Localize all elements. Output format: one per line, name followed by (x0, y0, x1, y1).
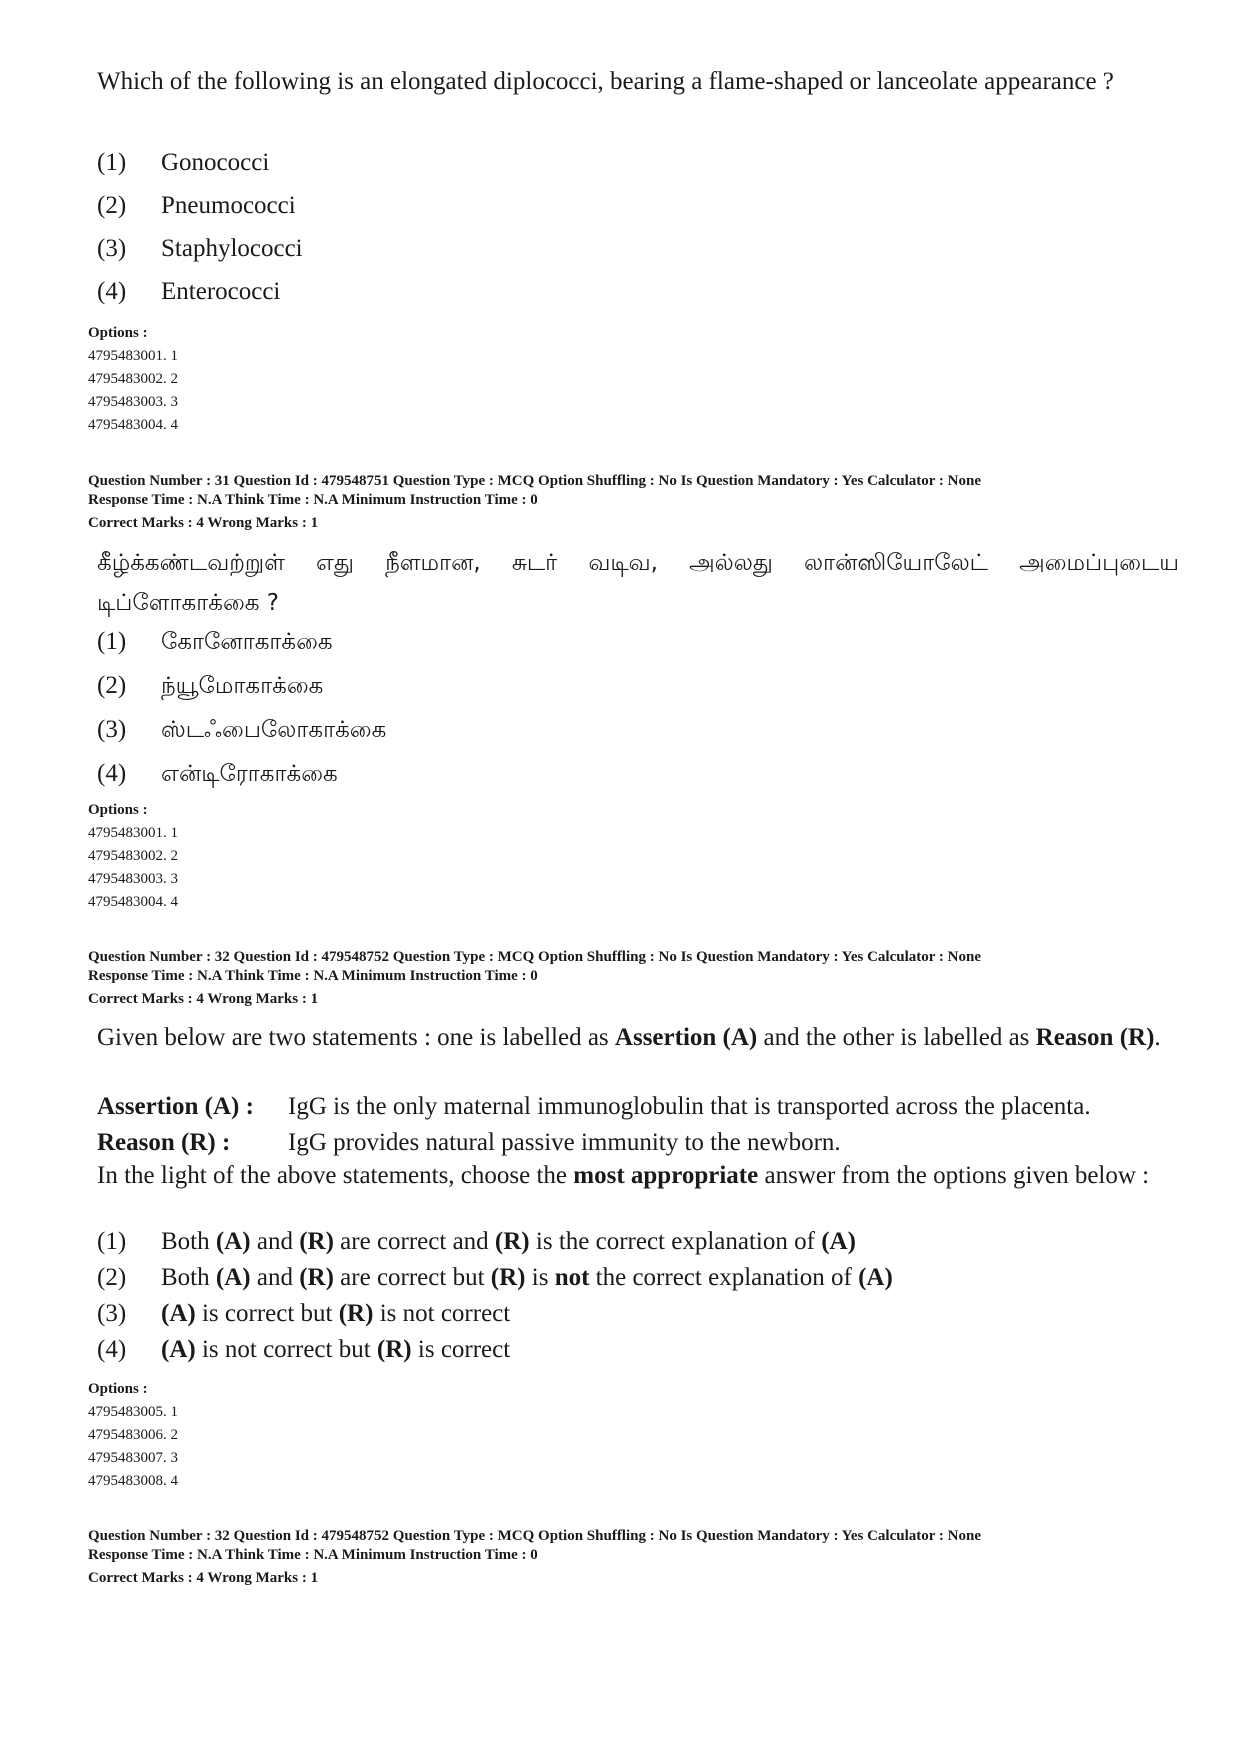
reason-text: IgG provides natural passive immunity to the newborn. (288, 1129, 841, 1156)
meta-line: Response Time : N.A Think Time : N.A Minimum Instruction Time : 0 (88, 492, 538, 508)
meta-line: Correct Marks : 4 Wrong Marks : 1 (88, 515, 319, 531)
options-label: Options : (88, 1381, 148, 1397)
answer-option-1 (97, 143, 269, 183)
option-text: Gonococci (161, 149, 270, 176)
reason-row (97, 1125, 841, 1161)
options-id-list (88, 799, 178, 914)
option-id: 4795483002. 2 (88, 848, 178, 864)
meta-line: Response Time : N.A Think Time : N.A Minimum Instruction Time : 0 (88, 968, 538, 984)
option-id: 4795483001. 1 (88, 825, 178, 841)
meta-line: Response Time : N.A Think Time : N.A Minimum Instruction Time : 0 (88, 1547, 538, 1563)
answer-option-3 (97, 229, 303, 269)
option-number: (4) (97, 760, 127, 787)
option-id: 4795483004. 4 (88, 417, 178, 433)
option-id: 4795483003. 3 (88, 394, 178, 410)
answer-option-3: (3) (A) is correct but (R) is not correct (97, 1300, 511, 1327)
option-id: 4795483008. 4 (88, 1473, 178, 1489)
answer-option-2 (97, 666, 323, 706)
option-number: (3) (97, 235, 127, 262)
option-id: 4795483005. 1 (88, 1404, 178, 1420)
question-intro: Given below are two statements : one is labelled as Assertion (A) and the other is labelled as Reason (R). (97, 1024, 1161, 1051)
option-id: 4795483001. 1 (88, 348, 178, 364)
option-number: (1) (97, 149, 127, 176)
answer-option-1 (97, 622, 333, 662)
option-id: 4795483007. 3 (88, 1450, 178, 1466)
options-id-list (88, 322, 178, 437)
question-text-tamil: கீழ்க்கண்டவற்றுள் எது நீளமான, சுடர் வடிவ, அல்லது லான்ஸியோலேட் அமைப்புடைய டிப்ளோகாக்கை ? (97, 550, 1179, 616)
question-meta (88, 472, 1188, 533)
meta-line: Question Number : 31 Question Id : 479548751 Question Type : MCQ Option Shuffling : No Is Question Mandatory : Yes Calculator : None (88, 473, 981, 489)
option-id: 4795483006. 2 (88, 1427, 178, 1443)
answer-option-2: (2) Both (A) and (R) are correct but (R) is not the correct explanation of (A) (97, 1264, 893, 1291)
answer-option-3 (97, 710, 386, 750)
option-number: (4) (97, 278, 127, 305)
answer-option-4 (97, 272, 280, 312)
assertion-row (97, 1089, 1091, 1125)
option-text: ஸ்டஃபைலோகாக்கை (161, 717, 387, 743)
question-instruction: In the light of the above statements, choose the most appropriate answer from the options given below : (97, 1162, 1150, 1189)
meta-line: Question Number : 32 Question Id : 479548752 Question Type : MCQ Option Shuffling : No Is Question Mandatory : Yes Calculator : None (88, 1528, 981, 1544)
options-id-list (88, 1378, 178, 1493)
question-meta (88, 948, 1188, 1009)
option-text: ந்யூமோகாக்கை (161, 673, 324, 699)
question-meta (88, 1527, 1188, 1588)
option-text: என்டிரோகாக்கை (161, 761, 338, 787)
answer-option-4: (4) (A) is not correct but (R) is correct (97, 1336, 511, 1363)
answer-option-2 (97, 186, 296, 226)
meta-line: Correct Marks : 4 Wrong Marks : 1 (88, 991, 319, 1007)
option-number: (2) (97, 672, 127, 699)
meta-line: Question Number : 32 Question Id : 479548752 Question Type : MCQ Option Shuffling : No Is Question Mandatory : Yes Calculator : None (88, 949, 981, 965)
option-text: Pneumococci (161, 192, 296, 219)
option-text: கோனோகாக்கை (161, 629, 333, 655)
meta-line: Correct Marks : 4 Wrong Marks : 1 (88, 1570, 319, 1586)
question-text: Which of the following is an elongated diplococci, bearing a flame-shaped or lanceolate appearance ? (97, 68, 1114, 95)
option-text: Enterococci (161, 278, 281, 305)
options-label: Options : (88, 325, 148, 341)
option-number: (1) (97, 628, 127, 655)
answer-option-1: (1) Both (A) and (R) are correct and (R) is the correct explanation of (A) (97, 1228, 856, 1255)
option-number: (3) (97, 716, 127, 743)
option-number: (2) (97, 192, 127, 219)
option-id: 4795483002. 2 (88, 371, 178, 387)
options-label: Options : (88, 802, 148, 818)
assertion-text: IgG is the only maternal immunoglobulin that is transported across the placenta. (288, 1093, 1091, 1120)
option-text: Staphylococci (161, 235, 303, 262)
answer-option-4 (97, 754, 338, 794)
option-id: 4795483003. 3 (88, 871, 178, 887)
option-id: 4795483004. 4 (88, 894, 178, 910)
reason-label: Reason (R) : (97, 1129, 231, 1156)
assertion-label: Assertion (A) : (97, 1093, 254, 1120)
